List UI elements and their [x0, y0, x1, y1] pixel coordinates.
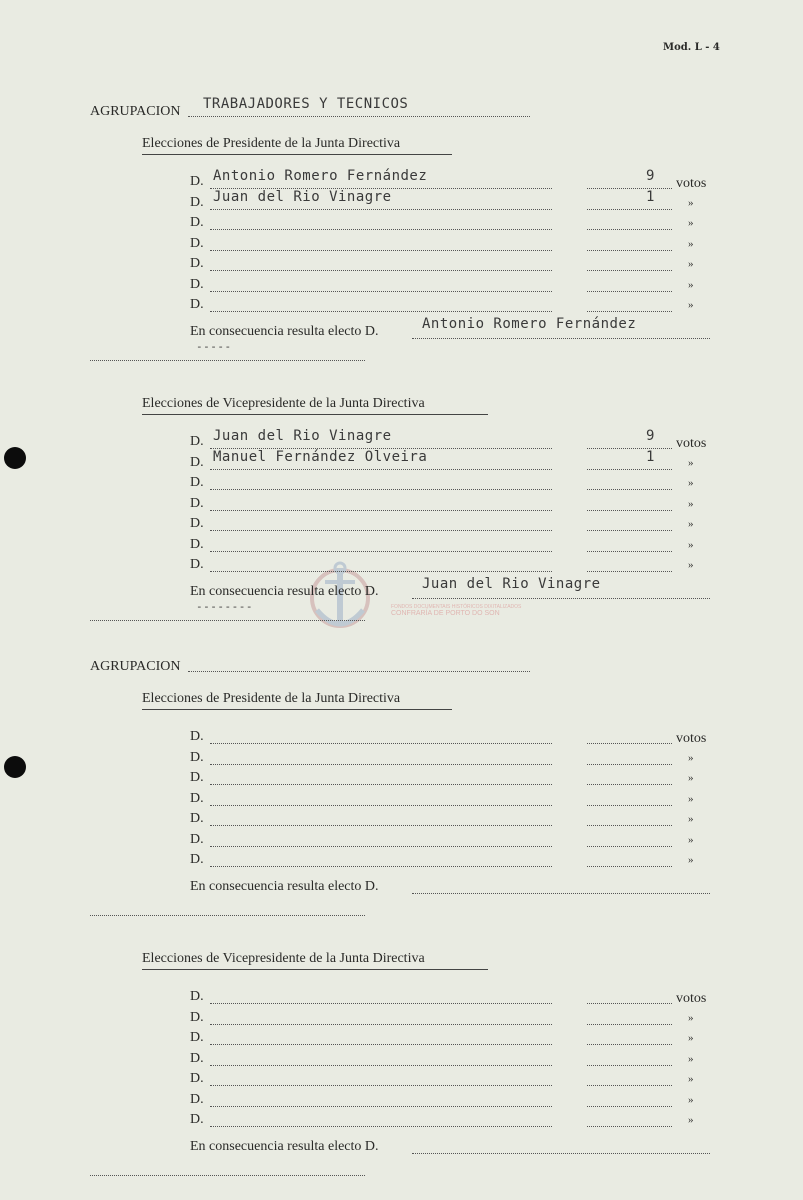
- agrupacion-line: [188, 116, 530, 117]
- row-prefix-d: D.: [190, 1030, 204, 1045]
- candidate-name-line: [210, 1044, 552, 1045]
- row-prefix-d: D.: [190, 276, 204, 292]
- anchor-logo-icon: [305, 560, 375, 640]
- form-model-code: Mod. L - 4: [663, 42, 720, 53]
- candidate-name-line: [210, 1065, 552, 1066]
- votos-label: votos: [676, 436, 707, 451]
- section-end-line: [90, 360, 365, 361]
- candidate-votes-line: [587, 1065, 672, 1066]
- row-prefix-d: D.: [190, 1050, 204, 1066]
- candidate-name-line: [210, 805, 552, 806]
- row-prefix-d: D.: [190, 729, 204, 744]
- section-title-vicepresidente: Elecciones de Vicepresidente de la Junta Directiva: [142, 951, 425, 966]
- row-prefix-d: D.: [190, 495, 204, 511]
- candidate-name: Antonio Romero Fernández: [213, 168, 428, 184]
- ditto-mark: »: [688, 813, 694, 825]
- electo-value: Juan del Rio Vinagre: [422, 576, 601, 592]
- candidate-name: Manuel Fernández Olveira: [213, 448, 428, 465]
- candidate-votes-line: [587, 530, 672, 531]
- candidate-name-line: [210, 291, 552, 292]
- row-prefix-d: D.: [190, 831, 204, 847]
- typed-underline-mark: --------: [196, 600, 253, 613]
- candidate-votes-line: [587, 469, 672, 470]
- candidate-votes: 1: [646, 448, 655, 465]
- section-title-underline: [142, 709, 452, 710]
- row-prefix-d: D.: [190, 434, 204, 449]
- electo-label: En consecuencia resulta electo D.: [190, 879, 379, 894]
- row-prefix-d: D.: [190, 235, 204, 251]
- electo-value: Antonio Romero Fernández: [422, 316, 637, 332]
- candidate-name-line: [210, 1085, 552, 1086]
- candidate-name: Juan del Rio Vinagre: [213, 428, 392, 444]
- ditto-mark: »: [688, 196, 694, 209]
- candidate-votes-line: [587, 209, 672, 210]
- agrupacion-line: [188, 671, 530, 672]
- candidate-name-line: [210, 764, 552, 765]
- row-prefix-d: D.: [190, 770, 204, 785]
- candidate-name-line: [210, 510, 552, 511]
- candidate-votes: 9: [646, 428, 655, 444]
- candidate-votes-line: [587, 229, 672, 230]
- ditto-mark: »: [688, 1114, 694, 1126]
- votos-label: votos: [676, 731, 707, 746]
- candidate-votes-line: [587, 270, 672, 271]
- electo-label: En consecuencia resulta electo D.: [190, 324, 379, 339]
- ditto-mark: »: [688, 772, 694, 784]
- row-prefix-d: D.: [190, 852, 204, 867]
- candidate-name-line: [210, 250, 552, 251]
- row-prefix-d: D.: [190, 475, 204, 490]
- candidate-votes-line: [587, 1003, 672, 1004]
- candidate-name-line: [210, 229, 552, 230]
- ditto-mark: »: [688, 1032, 694, 1044]
- row-prefix-d: D.: [190, 297, 204, 312]
- electo-line: [412, 598, 710, 599]
- section-title-vicepresidente: Elecciones de Vicepresidente de la Junta Directiva: [142, 396, 425, 411]
- ditto-mark: »: [688, 833, 694, 846]
- ditto-mark: »: [688, 518, 694, 530]
- candidate-name-line: [210, 530, 552, 531]
- ditto-mark: »: [688, 538, 694, 551]
- candidate-name-line: [210, 1024, 552, 1025]
- candidate-votes: 9: [646, 168, 655, 184]
- section-end-line: [90, 1175, 365, 1176]
- row-prefix-d: D.: [190, 454, 204, 470]
- ditto-mark: »: [688, 497, 694, 510]
- candidate-votes-line: [587, 866, 672, 867]
- agrupacion-label: AGRUPACION: [90, 104, 181, 119]
- votos-label: votos: [676, 991, 707, 1006]
- row-prefix-d: D.: [190, 174, 204, 189]
- section-end-line: [90, 915, 365, 916]
- candidate-name-line: [210, 743, 552, 744]
- candidate-name-line: [210, 270, 552, 271]
- candidate-name-line: [210, 1003, 552, 1004]
- ditto-mark: »: [688, 217, 694, 229]
- votos-label: votos: [676, 176, 707, 191]
- section-title-underline: [142, 154, 452, 155]
- row-prefix-d: D.: [190, 1112, 204, 1127]
- candidate-name-line: [210, 551, 552, 552]
- ditto-mark: »: [688, 258, 694, 270]
- ditto-mark: »: [688, 751, 694, 764]
- row-prefix-d: D.: [190, 811, 204, 826]
- ditto-mark: »: [688, 1052, 694, 1065]
- candidate-votes-line: [587, 489, 672, 490]
- candidate-name-line: [210, 846, 552, 847]
- ditto-mark: »: [688, 477, 694, 489]
- ditto-mark: »: [688, 559, 694, 571]
- candidate-votes-line: [587, 784, 672, 785]
- candidate-votes-line: [587, 291, 672, 292]
- candidate-votes-line: [587, 448, 672, 449]
- row-prefix-d: D.: [190, 215, 204, 230]
- candidate-name-line: [210, 784, 552, 785]
- candidate-votes-line: [587, 805, 672, 806]
- ditto-mark: »: [688, 854, 694, 866]
- ditto-mark: »: [688, 237, 694, 250]
- candidate-votes-line: [587, 825, 672, 826]
- row-prefix-d: D.: [190, 516, 204, 531]
- row-prefix-d: D.: [190, 536, 204, 552]
- candidate-votes-line: [587, 1126, 672, 1127]
- row-prefix-d: D.: [190, 749, 204, 765]
- electo-line: [412, 893, 710, 894]
- ditto-mark: »: [688, 1011, 694, 1024]
- candidate-votes-line: [587, 1106, 672, 1107]
- ditto-mark: »: [688, 1073, 694, 1085]
- row-prefix-d: D.: [190, 256, 204, 271]
- watermark-line2: CONFRARÍA DE PORTO DO SON: [391, 610, 500, 617]
- section-title-presidente: Elecciones de Presidente de la Junta Directiva: [142, 691, 401, 706]
- agrupacion-label: AGRUPACION: [90, 659, 181, 674]
- row-prefix-d: D.: [190, 557, 204, 572]
- ditto-mark: »: [688, 299, 694, 311]
- electo-label: En consecuencia resulta electo D.: [190, 1139, 379, 1154]
- row-prefix-d: D.: [190, 194, 204, 210]
- row-prefix-d: D.: [190, 1091, 204, 1107]
- candidate-votes-line: [587, 188, 672, 189]
- ditto-mark: »: [688, 792, 694, 805]
- candidate-votes-line: [587, 743, 672, 744]
- candidate-name-line: [210, 209, 552, 210]
- candidate-name-line: [210, 866, 552, 867]
- candidate-name-line: [210, 1126, 552, 1127]
- candidate-votes-line: [587, 764, 672, 765]
- typed-underline-mark: -----: [196, 340, 232, 353]
- candidate-name-line: [210, 1106, 552, 1107]
- candidate-votes: 1: [646, 188, 655, 205]
- punch-hole: [4, 447, 26, 469]
- ditto-mark: »: [688, 456, 694, 469]
- watermark-line1: FONDOS DOCUMENTAIS HISTÓRICOS DIXITALIZADOS: [391, 604, 522, 610]
- candidate-votes-line: [587, 1024, 672, 1025]
- candidate-votes-line: [587, 1044, 672, 1045]
- section-end-line: [90, 620, 365, 621]
- candidate-name-line: [210, 571, 552, 572]
- row-prefix-d: D.: [190, 1009, 204, 1025]
- ditto-mark: »: [688, 1093, 694, 1106]
- row-prefix-d: D.: [190, 1071, 204, 1086]
- section-title-presidente: Elecciones de Presidente de la Junta Directiva: [142, 136, 401, 151]
- agrupacion-value: TRABAJADORES Y TECNICOS: [203, 96, 409, 112]
- candidate-votes-line: [587, 1085, 672, 1086]
- candidate-votes-line: [587, 250, 672, 251]
- row-prefix-d: D.: [190, 790, 204, 806]
- candidate-name-line: [210, 311, 552, 312]
- row-prefix-d: D.: [190, 989, 204, 1004]
- candidate-name-line: [210, 469, 552, 470]
- candidate-votes-line: [587, 311, 672, 312]
- section-title-underline: [142, 969, 488, 970]
- section-title-underline: [142, 414, 488, 415]
- ditto-mark: »: [688, 278, 694, 291]
- electo-label: En consecuencia resulta electo D.: [190, 584, 379, 599]
- candidate-votes-line: [587, 510, 672, 511]
- candidate-votes-line: [587, 846, 672, 847]
- candidate-votes-line: [587, 571, 672, 572]
- electo-line: [412, 338, 710, 339]
- candidate-name-line: [210, 825, 552, 826]
- punch-hole: [4, 756, 26, 778]
- candidate-name-line: [210, 489, 552, 490]
- candidate-name: Juan del Rio Vinagre: [213, 188, 392, 205]
- electo-line: [412, 1153, 710, 1154]
- candidate-votes-line: [587, 551, 672, 552]
